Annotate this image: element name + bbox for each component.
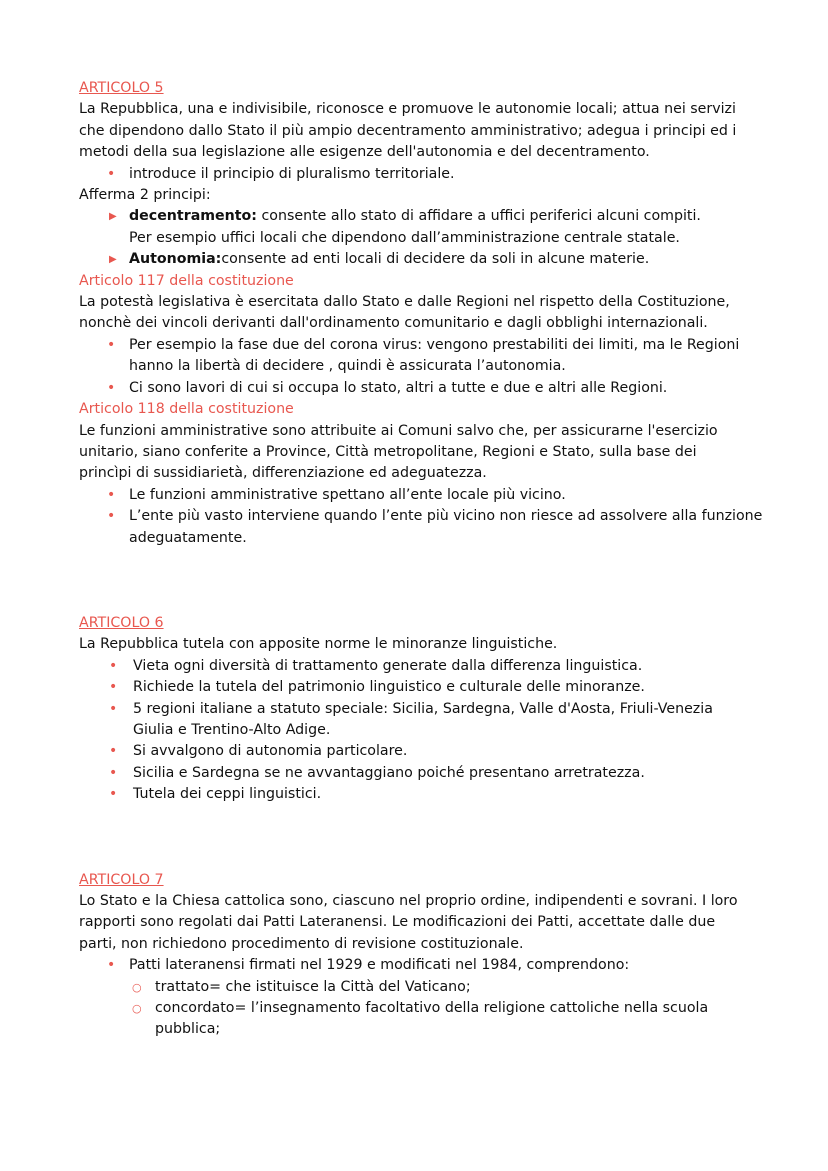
arrow-right-icon: ▶ bbox=[109, 254, 117, 266]
list-item-text: Si avvalgono di autonomia particolare. bbox=[133, 743, 408, 760]
a118-para-line: Le funzioni amministrative sono attribuite ai Comuni salvo che, per assicurarne l'esercizio bbox=[79, 422, 718, 439]
list-item-text: L’ente più vasto interviene quando l’ente più vicino non riesce ad assolvere alla funzione bbox=[129, 508, 763, 525]
list-item bbox=[79, 784, 758, 805]
term-autonomia: Autonomia: bbox=[129, 251, 222, 268]
bullet-icon: • bbox=[109, 679, 118, 696]
list-item bbox=[79, 763, 758, 784]
bullet-icon: • bbox=[107, 336, 116, 353]
list-item bbox=[79, 656, 758, 677]
art7-para-line: Lo Stato e la Chiesa cattolica sono, ciascuno nel proprio ordine, indipendenti e sovrani. I loro bbox=[79, 893, 738, 909]
bullet-icon: • bbox=[107, 379, 116, 396]
bullet-icon: • bbox=[107, 508, 116, 525]
sub-list-item-text: trattato= che istituisce la Città del Vaticano; bbox=[155, 978, 471, 995]
heading-articolo-7: ARTICOLO 7 bbox=[79, 871, 164, 888]
bullet-icon: • bbox=[107, 957, 116, 974]
bullet-icon: • bbox=[109, 700, 118, 717]
a118-para-line: princìpi di sussidiarietà, differenziazione ed adeguatezza. bbox=[79, 465, 487, 482]
list-item bbox=[79, 699, 758, 720]
list-item bbox=[79, 335, 758, 356]
art7-para-line: parti, non richiedono procedimento di revisione costituzionale. bbox=[79, 935, 524, 952]
heading-articolo-5: ARTICOLO 5 bbox=[79, 80, 164, 96]
sub-list-item bbox=[79, 977, 758, 998]
list-item-continuation: Giulia e Trentino-Alto Adige. bbox=[133, 721, 331, 738]
term-decentramento: decentramento: bbox=[129, 208, 257, 225]
art7-para-line: rapporti sono regolati dai Patti Lateranensi. Le modificazioni dei Patti, accettate dalle due bbox=[79, 914, 716, 931]
list-item bbox=[79, 677, 758, 698]
sub-list-item-text: concordato= l’insegnamento facoltativo della religione cattoliche nella scuola bbox=[155, 1000, 709, 1017]
spacer bbox=[79, 549, 758, 613]
list-item bbox=[79, 249, 758, 270]
list-item-text: Tutela dei ceppi linguistici. bbox=[133, 786, 322, 803]
section-articolo-5 bbox=[79, 78, 763, 549]
list-item-text: 5 regioni italiane a statuto speciale: Sicilia, Sardegna, Valle d'Aosta, Friuli-Venezia bbox=[133, 700, 713, 717]
art5-para-line: metodi della sua legislazione alle esigenze dell'autonomia e del decentramento. bbox=[79, 144, 650, 161]
sub-list-item bbox=[79, 998, 758, 1019]
list-item-text: Patti lateranensi firmati nel 1929 e modificati nel 1984, comprendono: bbox=[129, 957, 630, 974]
list-item-continuation: Per esempio uffici locali che dipendono dall’amministrazione centrale statale. bbox=[129, 229, 680, 246]
sub-list-item-continuation: pubblica; bbox=[155, 1021, 221, 1038]
list-item bbox=[79, 378, 758, 399]
section-articolo-6 bbox=[79, 613, 758, 806]
list-item-continuation: adeguatamente. bbox=[129, 529, 247, 546]
bullet-icon: • bbox=[109, 657, 118, 674]
heading-articolo-118: Articolo 118 della costituzione bbox=[79, 401, 294, 418]
afferma-label: Afferma 2 principi: bbox=[79, 187, 211, 204]
list-item-text: Per esempio la fase due del corona virus: vengono prestabiliti dei limiti, ma le Regioni bbox=[129, 336, 740, 353]
list-item-text: introduce il principio di pluralismo territoriale. bbox=[129, 165, 455, 182]
list-item bbox=[79, 955, 758, 976]
list-item-continuation: hanno la libertà di decidere , quindi è assicurata l’autonomia. bbox=[129, 358, 566, 375]
list-item-text: Le funzioni amministrative spettano all’ente locale più vicino. bbox=[129, 486, 566, 503]
list-item bbox=[79, 506, 763, 527]
heading-articolo-117: Articolo 117 della costituzione bbox=[79, 272, 294, 289]
a118-para-line: unitario, siano conferite a Province, Città metropolitane, Regioni e Stato, sulla base dei bbox=[79, 443, 697, 460]
bullet-icon: • bbox=[107, 165, 116, 182]
art5-para-line: La Repubblica, una e indivisibile, riconosce e promuove le autonomie locali; attua nei servizi bbox=[79, 101, 736, 118]
bullet-icon: • bbox=[109, 786, 118, 803]
a117-para-line: nonchè dei vincoli derivanti dall'ordinamento comunitario e dagli obblighi internazionali. bbox=[79, 315, 708, 332]
circle-bullet-icon: ○ bbox=[132, 1002, 142, 1016]
list-item-text: Richiede la tutela del patrimonio linguistico e culturale delle minoranze. bbox=[133, 679, 645, 696]
list-item bbox=[79, 206, 758, 227]
bullet-icon: • bbox=[109, 743, 118, 760]
list-item-text: Vieta ogni diversità di trattamento generate dalla differenza linguistica. bbox=[133, 657, 643, 674]
list-item-text: consente allo stato di affidare a uffici periferici alcuni compiti. bbox=[256, 208, 701, 225]
list-item bbox=[79, 741, 758, 762]
arrow-right-icon: ▶ bbox=[109, 211, 117, 223]
list-item-text: Ci sono lavori di cui si occupa lo stato, altri a tutte e due e altri alle Regioni. bbox=[129, 379, 668, 396]
art5-para-line: che dipendono dallo Stato il più ampio decentramento amministrativo; adegua i principi ed i bbox=[79, 122, 737, 139]
section-articolo-7 bbox=[79, 870, 758, 1041]
list-item bbox=[79, 164, 758, 185]
art6-para: La Repubblica tutela con apposite norme le minoranze linguistiche. bbox=[79, 636, 558, 653]
bullet-icon: • bbox=[109, 764, 118, 781]
circle-bullet-icon: ○ bbox=[132, 980, 142, 994]
a117-para-line: La potestà legislativa è esercitata dallo Stato e dalle Regioni nel rispetto della Costituzione, bbox=[79, 294, 730, 311]
heading-articolo-6: ARTICOLO 6 bbox=[79, 614, 164, 631]
list-item bbox=[79, 485, 758, 506]
list-item-text: consente ad enti locali di decidere da soli in alcune materie. bbox=[221, 251, 650, 268]
bullet-icon: • bbox=[107, 486, 116, 503]
list-item-text: Sicilia e Sardegna se ne avvantaggiano poiché presentano arretratezza. bbox=[133, 764, 645, 781]
spacer bbox=[79, 806, 758, 870]
